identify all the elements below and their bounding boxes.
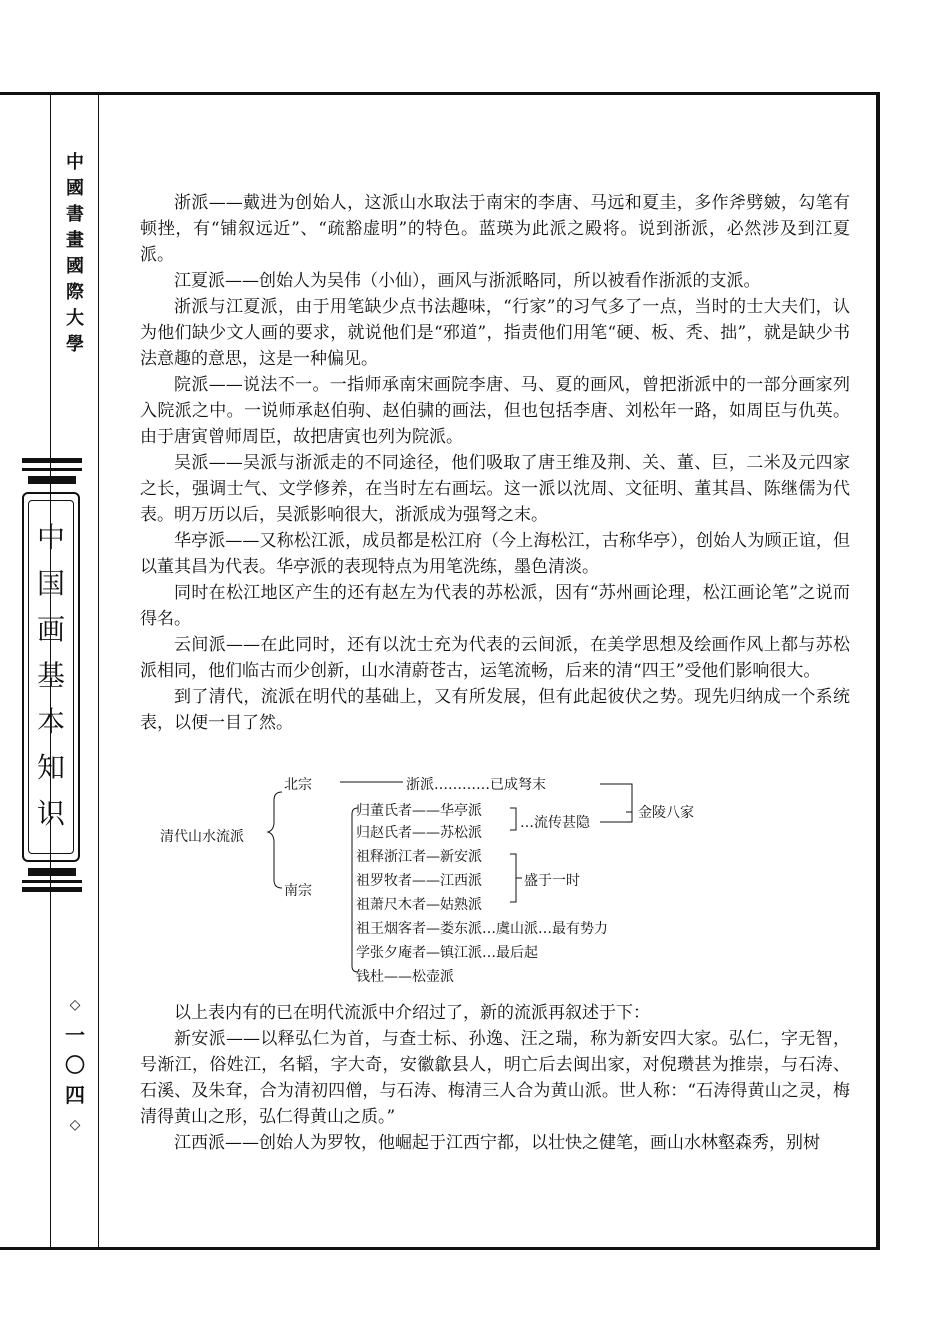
diagram-node: 归赵氏者——苏松派 [356, 825, 482, 841]
book-title-char: 中 [36, 521, 65, 554]
body-text-bottom [140, 1000, 850, 1156]
ornament-bar [22, 468, 82, 471]
paragraph: 新安派——以释弘仁为首，与查士标、孙逸、汪之瑞，称为新安四大家。弘仁，字无智，号渐江，俗姓江，名韬，字大奇，安徽歙县人，明亡后去闽出家，对倪瓒甚为推崇，与石涛、石溪、及朱耷，合为清初四僧，与石涛、梅清三人合为黄山派。世人称：“石涛得黄山之灵，梅清得黄山之形，弘仁得黄山之质。” [140, 1029, 850, 1127]
ornament-bar [28, 868, 76, 876]
series-char: 國 [66, 178, 84, 199]
diagram-root: 清代山水流派 [160, 829, 244, 845]
series-char: 國 [66, 256, 84, 277]
page-number-char: 四 [65, 1083, 85, 1107]
paragraph: 吴派——吴派与浙派走的不同途径，他们吸取了唐王维及荆、关、董、巨，二米及元四家之长，强调士气、文学修养，在当时左右画坛。这一派以沈周、文征明、董其昌、陈继儒为代表。明万历以后，吴派影响很大，浙派成为强弩之末。 [140, 453, 850, 525]
paragraph: 到了清代，流派在明代的基础上，又有所发展，但有此起彼伏之势。现先归纳成一个系统表，以便一目了然。 [140, 687, 850, 733]
body-text-top [140, 190, 850, 736]
page-number-char: 一 [65, 1023, 85, 1047]
book-title-char: 基 [36, 659, 65, 692]
book-title-char: 本 [36, 705, 65, 738]
diamond-icon: ◇ [69, 1117, 81, 1133]
paragraph: 江夏派——创始人为吴伟（小仙），画风与浙派略同，所以被看作浙派的支派。 [174, 271, 761, 291]
diagram-node: 祖释浙江者—新安派 [356, 849, 482, 865]
paragraph: 浙派——戴进为创始人，这派山水取法于南宋的李唐、马远和夏圭，多作斧劈皴，勾笔有顿挫，有“铺叙远近”、“疏豁虚明”的特色。蓝瑛为此派之殿将。说到浙派，必然涉及到江夏派。 [140, 193, 850, 265]
series-char: 中 [66, 152, 84, 173]
series-title [60, 150, 90, 358]
paragraph: 浙派与江夏派，由于用笔缺少点书法趣味，“行家”的习气多了一点，当时的士大夫们，认为他们缺少文人画的要求，就说他们是“邪道”，指责他们用笔“硬、板、秃、拙”，就是缺少书法意趣的意思，这是一种偏见。 [140, 297, 850, 369]
book-title-char: 识 [36, 797, 65, 830]
page-number-char: 〇 [65, 1053, 85, 1077]
diagram-note: 盛于一时 [524, 873, 580, 889]
ornament-bar [22, 887, 82, 892]
diagram-node: 学张夕庵者—镇江派…最后起 [356, 945, 538, 961]
diagram-north-line: 浙派…………已成弩末 [406, 777, 546, 793]
sidebar-rule-right [98, 95, 99, 1248]
series-char: 書 [66, 204, 84, 225]
paragraph: 江西派——创始人为罗牧，他崛起于江西宁都，以壮快之健笔，画山水林壑森秀，别树 [174, 1133, 820, 1153]
paragraph: 华亭派——又称松江派，成员都是松江府（今上海松江，古称华亭），创始人为顾正谊，但以董其昌为代表。华亭派的表现特点为用笔洗练，墨色清淡。 [140, 531, 850, 577]
diamond-icon: ◇ [69, 997, 81, 1013]
diagram-node: 钱杜——松壶派 [356, 969, 454, 985]
series-char: 際 [66, 282, 84, 303]
paragraph: 云间派——在此同时，还有以沈士充为代表的云间派，在美学思想及绘画作风上都与苏松派相同，他们临古而少创新，山水清蔚苍古，运笔流畅，后来的清“四王”受他们影响很大。 [140, 635, 850, 681]
diagram-node: 祖王烟客者—娄东派…虞山派…最有势力 [356, 921, 608, 937]
book-title-char: 画 [36, 613, 65, 646]
ornament-bar [22, 458, 82, 463]
series-char: 大 [66, 308, 84, 329]
paragraph: 以上表内有的已在明代流派中介绍过了，新的流派再叙述于下： [174, 1003, 650, 1023]
diagram-south: 南宗 [284, 883, 312, 899]
diagram-node: 归董氏者——华亭派 [356, 803, 482, 819]
diagram-node: 祖萧尺木者—姑熟派 [356, 897, 482, 913]
diagram-jinling: 金陵八家 [638, 805, 694, 821]
book-title-char: 知 [36, 751, 65, 784]
ornament-bar [28, 476, 76, 484]
diagram-node: 祖罗牧者——江西派 [356, 873, 482, 889]
book-title-char: 国 [36, 567, 65, 600]
school-tree-diagram [160, 770, 694, 990]
ornament-bar [22, 880, 82, 883]
page-number [60, 990, 90, 1140]
series-char: 學 [66, 334, 84, 355]
series-char: 畫 [66, 230, 84, 251]
diagram-north: 北宗 [284, 777, 312, 793]
paragraph: 同时在松江地区产生的还有赵左为代表的苏松派，因有“苏州画论理，松江画论笔”之说而得名。 [140, 583, 850, 629]
diagram-note: …流传甚隐 [520, 815, 590, 831]
book-title [29, 515, 73, 837]
paragraph: 院派——说法不一。一指师承南宋画院李唐、马、夏的画风，曾把浙派中的一部分画家列入院派之中。一说师承赵伯驹、赵伯骕的画法，但也包括李唐、刘松年一路，如周臣与仇英。由于唐寅曾师周臣，故把唐寅也列为院派。 [140, 375, 850, 447]
